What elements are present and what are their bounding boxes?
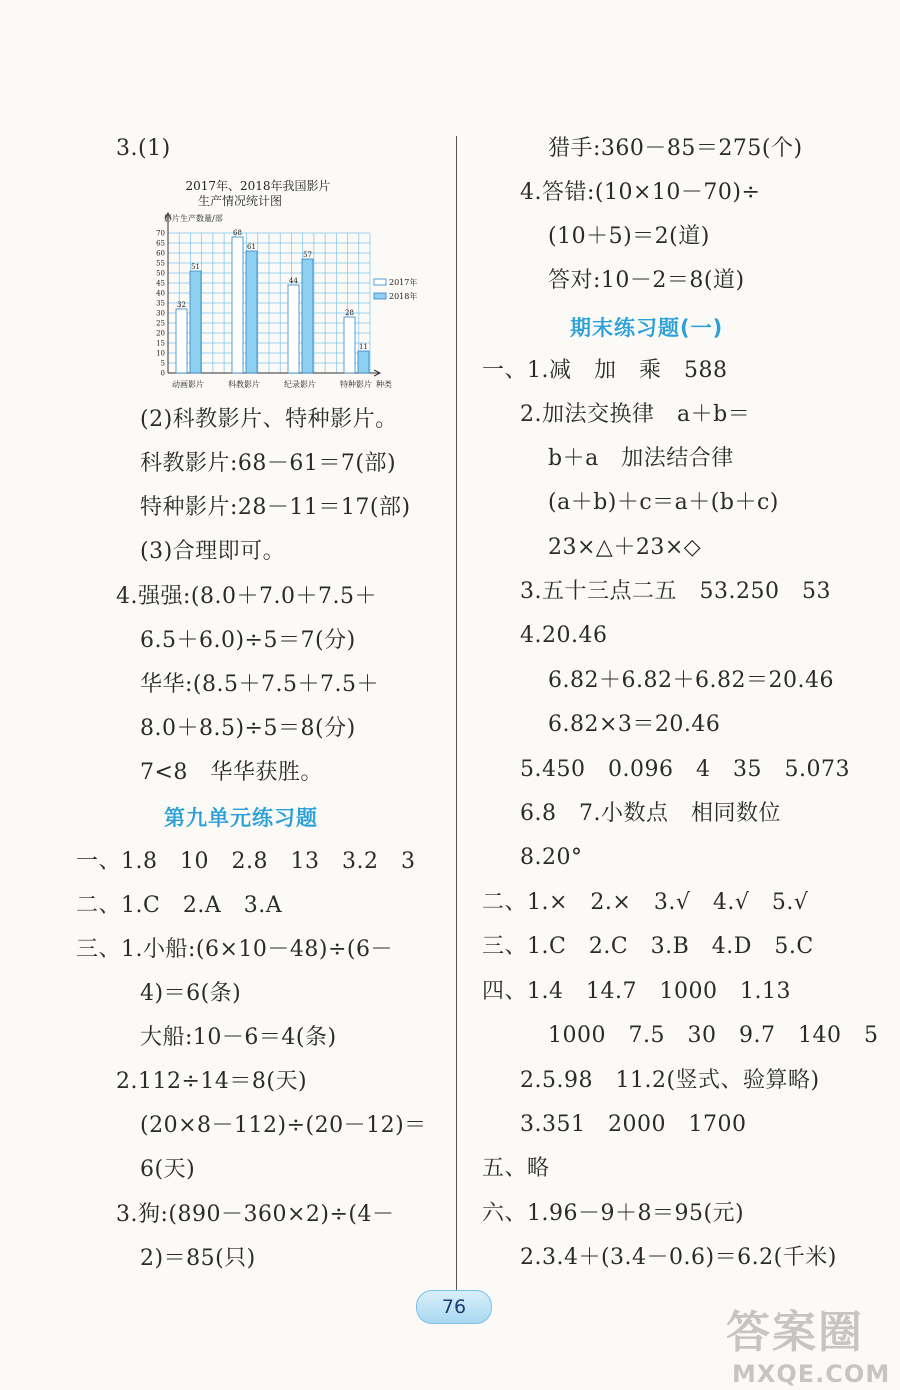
y-tick-label: 55: [156, 259, 165, 268]
unit9-part3-2: 2.112÷14＝8(天): [116, 1069, 308, 1094]
answer-4-right: 答对:10－2＝8(道): [548, 268, 745, 293]
y-tick-label: 30: [156, 309, 165, 318]
watermark-text: 答案圈: [726, 1307, 864, 1358]
bar-2018年-纪录影片: [302, 259, 313, 373]
bar-value-label: 57: [303, 251, 312, 259]
bar-value-label: 11: [359, 343, 368, 351]
bar-value-label: 68: [233, 229, 242, 237]
bar-value-label: 44: [289, 277, 298, 285]
bar-2017年-科教影片: [232, 237, 243, 373]
final-part1-3: 3.五十三点二五 53.250 53: [520, 579, 831, 604]
y-tick-label: 70: [156, 229, 165, 238]
final-part1-2-cont: b＋a 加法结合律: [548, 446, 734, 471]
bar-value-label: 32: [177, 301, 186, 309]
unit9-part3-2-cont: (20×8－112)÷(20－12)＝: [140, 1113, 427, 1138]
y-tick-label: 40: [156, 289, 165, 298]
final-part5: 五、略: [482, 1156, 550, 1181]
bar-2017年-特种影片: [344, 317, 355, 373]
bar-2018年-科教影片: [246, 251, 257, 373]
bar-value-label: 28: [345, 309, 354, 317]
final-part1-2: 2.加法交换律 a＋b＝: [520, 402, 751, 427]
bar-2017年-动画影片: [176, 309, 187, 373]
film-production-bar-chart: [140, 175, 430, 395]
answer-4-line5: 7<8 华华获胜。: [140, 760, 323, 785]
final-part1-8: 8.20°: [520, 845, 583, 870]
final-part4-2: 2.5.98 11.2(竖式、验算略): [520, 1068, 820, 1093]
answer-4-wrong-cont: (10＋5)＝2(道): [548, 224, 710, 249]
answer-4-line3: 华华:(8.5＋7.5＋7.5＋: [140, 672, 379, 697]
chart-title-line1: 2017年、2018年我国影片: [185, 179, 331, 193]
chart-xlabel: 种类: [376, 380, 392, 389]
final-part3: 三、1.C 2.C 3.B 4.D 5.C: [482, 934, 814, 959]
answer-3-2: (2)科教影片、特种影片。: [140, 407, 398, 432]
final-part6-2: 2.3.4＋(3.4－0.6)＝6.2(千米): [520, 1245, 837, 1270]
answer-3-3: (3)合理即可。: [140, 539, 286, 564]
answer-hunter: 猎手:360－85＝275(个): [548, 136, 803, 161]
legend-label-2018: 2018年: [389, 292, 418, 301]
answer-4-line2: 6.5＋6.0)÷5＝7(分): [140, 628, 356, 653]
unit9-part3-1-cont: 4)＝6(条): [140, 981, 242, 1006]
y-tick-label: 25: [156, 319, 165, 328]
legend-swatch-2017: [374, 279, 386, 285]
final-part1-5: 5.450 0.096 4 35 5.073: [520, 757, 850, 782]
answer-3-2-special: 特种影片:28－11＝17(部): [140, 495, 411, 520]
unit9-part3-2-result: 6(天): [140, 1157, 196, 1182]
bar-2018年-动画影片: [190, 271, 201, 373]
final-part6-1: 六、1.96－9＋8＝95(元): [482, 1201, 745, 1226]
legend-swatch-2018: [374, 293, 386, 299]
final-part1-2-assoc: (a＋b)＋c＝a＋(b＋c): [548, 490, 779, 515]
unit9-part3-3-cont: 2)＝85(只): [140, 1246, 256, 1271]
y-tick-label: 65: [156, 239, 165, 248]
answer-4-wrong: 4.答错:(10×10－70)÷: [520, 180, 761, 205]
answer-3-2-science: 科教影片:68－61＝7(部): [140, 451, 397, 476]
bar-2018年-特种影片: [358, 351, 369, 373]
y-tick-label: 10: [156, 349, 165, 358]
final-part1-4: 4.20.46: [520, 623, 608, 648]
x-category-label: 纪录影片: [284, 380, 316, 389]
unit9-part1: 一、1.8 10 2.8 13 3.2 3: [76, 849, 416, 874]
page-number: 76: [416, 1290, 492, 1324]
final-part1-4-product: 6.82×3＝20.46: [548, 712, 721, 737]
bar-2017年-纪录影片: [288, 285, 299, 373]
bar-value-label: 61: [247, 243, 256, 251]
column-divider: [456, 136, 457, 1296]
unit9-part3-1: 三、1.小船:(6×10－48)÷(6－: [76, 937, 394, 962]
y-tick-label: 0: [160, 369, 165, 378]
final-part1-4-sum: 6.82＋6.82＋6.82＝20.46: [548, 668, 834, 693]
unit9-part3-1-big: 大船:10－6＝4(条): [140, 1025, 337, 1050]
y-tick-label: 60: [156, 249, 165, 258]
final-part4-1-cont: 1000 7.5 30 9.7 140 5: [548, 1023, 879, 1048]
unit9-part3-3: 3.狗:(890－360×2)÷(4－: [116, 1202, 395, 1227]
y-tick-label: 45: [156, 279, 165, 288]
section-heading-final: 期末练习题(一): [570, 316, 724, 340]
section-heading-unit9: 第九单元练习题: [164, 806, 318, 830]
legend-label-2017: 2017年: [389, 278, 418, 287]
x-category-label: 特种影片: [340, 380, 372, 389]
x-category-label: 科教影片: [228, 380, 260, 389]
y-tick-label: 35: [156, 299, 165, 308]
y-tick-label: 50: [156, 269, 165, 278]
unit9-part2: 二、1.C 2.A 3.A: [76, 893, 283, 918]
y-tick-label: 5: [160, 359, 165, 368]
final-part4-1: 四、1.4 14.7 1000 1.13: [482, 979, 791, 1004]
bar-value-label: 51: [191, 263, 200, 271]
answer-4-line1: 4.强强:(8.0＋7.0＋7.5＋: [116, 584, 377, 609]
final-part4-3: 3.351 2000 1700: [520, 1112, 747, 1137]
final-part1-2-symbols: 23×△＋23×◇: [548, 535, 702, 560]
chart-legend: [374, 277, 417, 301]
chart-ylabel: 影片生产数量/部: [164, 214, 223, 223]
x-category-label: 动画影片: [172, 380, 204, 389]
final-part1-1: 一、1.减 加 乘 588: [482, 358, 728, 383]
watermark-logo: [726, 1296, 896, 1388]
y-tick-label: 15: [156, 339, 165, 348]
answer-4-line4: 8.0＋8.5)÷5＝8(分): [140, 716, 356, 741]
y-tick-label: 20: [156, 329, 165, 338]
final-part1-6-7: 6.8 7.小数点 相同数位: [520, 801, 781, 826]
final-part2: 二、1.× 2.× 3.√ 4.√ 5.√: [482, 890, 809, 915]
chart-title-line2: 生产情况统计图: [197, 194, 283, 208]
watermark-url: MXQE.COM: [732, 1360, 891, 1388]
answer-3-1: 3.(1): [116, 136, 171, 161]
